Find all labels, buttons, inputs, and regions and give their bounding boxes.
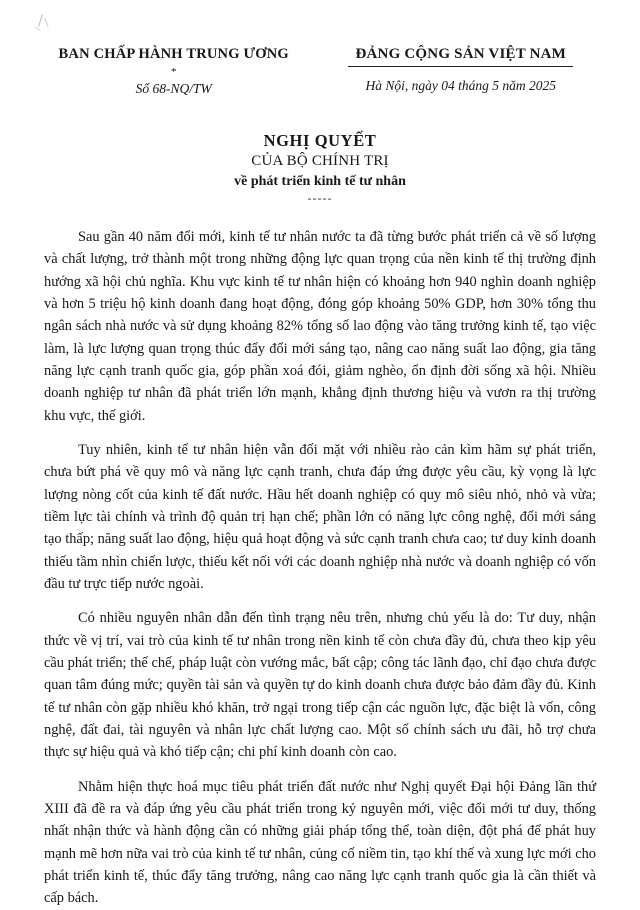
national-heading-block <box>326 46 596 94</box>
title-divider-dashes: ----- <box>307 191 333 205</box>
document-body <box>44 226 596 910</box>
issuing-body-block <box>44 46 303 97</box>
title-topic: về phát triển kinh tế tư nhân <box>234 174 406 189</box>
party-name: ĐẢNG CỘNG SẢN VIỆT NAM <box>355 46 567 62</box>
body-paragraph: Tuy nhiên, kinh tế tư nhân hiện vẫn đối mặt với nhiều rào cản kìm hãm sự phát triển, chưa bứt phá về quy mô và năng lực cạnh tranh, chưa đáp ứng được yêu cầu, kỳ vọng là lực lượng nòng cốt của kinh tế đất nước. Hầu hết doanh nghiệp có quy mô siêu nhỏ, nhỏ và vừa; tiềm lực tài chính và trình độ quản trị hạn chế; phần lớn có năng lực công nghệ, đổi mới sáng tạo thấp; năng suất lao động, hiệu quả hoạt động và sức cạnh tranh chưa cao; tư duy kinh doanh thiếu tầm nhìn chiến lược, thiếu kết nối với các doanh nghiệp nhà nước và doanh nghiệp có vốn đầu tư trực tiếp nước ngoài. <box>44 441 596 592</box>
horizontal-rule <box>348 66 573 67</box>
scan-artifact-marks <box>26 8 66 48</box>
place-and-date: Hà Nội, ngày 04 tháng 5 năm 2025 <box>365 78 557 94</box>
body-paragraph: Nhằm hiện thực hoá mục tiêu phát triển đất nước như Nghị quyết Đại hội Đảng lần thứ XIII đã đề ra và đáp ứng yêu cầu phát triển trong kỷ nguyên mới, việc đổi mới tư duy, thống nhất nhận thức và hành động cần có những giải pháp tổng thể, toàn diện, đột phá để phát huy mạnh mẽ hơn nữa vai trò của kinh tế tư nhân, củng cố niềm tin, tạo khí thế và xung lực mới cho phát triển kinh tế, thúc đẩy tăng trưởng, nâng cao năng lực cạnh tranh quốc gia là cần thiết và cấp bách. <box>44 778 596 907</box>
page-title: NGHỊ QUYẾT <box>263 131 377 150</box>
document-header <box>44 46 596 97</box>
star-separator: * <box>170 66 177 78</box>
body-paragraph: Sau gần 40 năm đổi mới, kinh tế tư nhân nước ta đã từng bước phát triển cả về số lượng và chất lượng, trở thành một trong những động lực quan trọng của nền kinh tế thị trường định hướng xã hội chủ nghĩa. Khu vực kinh tế tư nhân hiện có khoảng hơn 940 nghìn doanh nghiệp và hơn 5 triệu hộ kinh doanh đang hoạt động, đóng góp khoảng 50% GDP, hơn 30% tổng thu ngân sách nhà nước và sử dụng khoảng 82% tổng số lao động vào tăng trưởng kinh tế, tạo việc làm, là lực lượng quan trọng thúc đẩy đổi mới sáng tạo, nâng cao năng suất lao động, gia tăng năng lực cạnh tranh quốc gia, góp phần xoá đói, giảm nghèo, ổn định đời sống xã hội. Nhiều doanh nghiệp tư nhân đã phát triển lớn mạnh, khẳng định thương hiệu và vươn ra thị trường khu vực, thế giới. <box>44 229 596 424</box>
body-paragraph: Có nhiều nguyên nhân dẫn đến tình trạng nêu trên, nhưng chủ yếu là do: Tư duy, nhận thức về vị trí, vai trò của kinh tế tư nhân trong nền kinh tế còn chưa đầy đủ, chưa theo kịp yêu cầu phát triển; thể chế, pháp luật còn vướng mắc, bất cập; công tác lãnh đạo, chỉ đạo chưa được quan tâm đúng mức; quyền tài sản và quyền tự do kinh doanh chưa được bảo đảm đầy đủ. Kinh tế tư nhân còn gặp nhiều khó khăn, trở ngại trong tiếp cận các nguồn lực, đặc biệt là vốn, công nghệ, đất đai, tài nguyên và nhân lực chất lượng cao. Một số chính sách ưu đãi, hỗ trợ chưa thực sự hiệu quả và khó tiếp cận; chi phí kinh doanh còn cao. <box>44 610 596 761</box>
title-subtitle: CỦA BỘ CHÍNH TRỊ <box>251 153 389 169</box>
document-number: Số 68-NQ/TW <box>135 81 212 96</box>
issuing-body-name: BAN CHẤP HÀNH TRUNG ƯƠNG <box>58 46 289 62</box>
document-title-block <box>44 131 596 206</box>
